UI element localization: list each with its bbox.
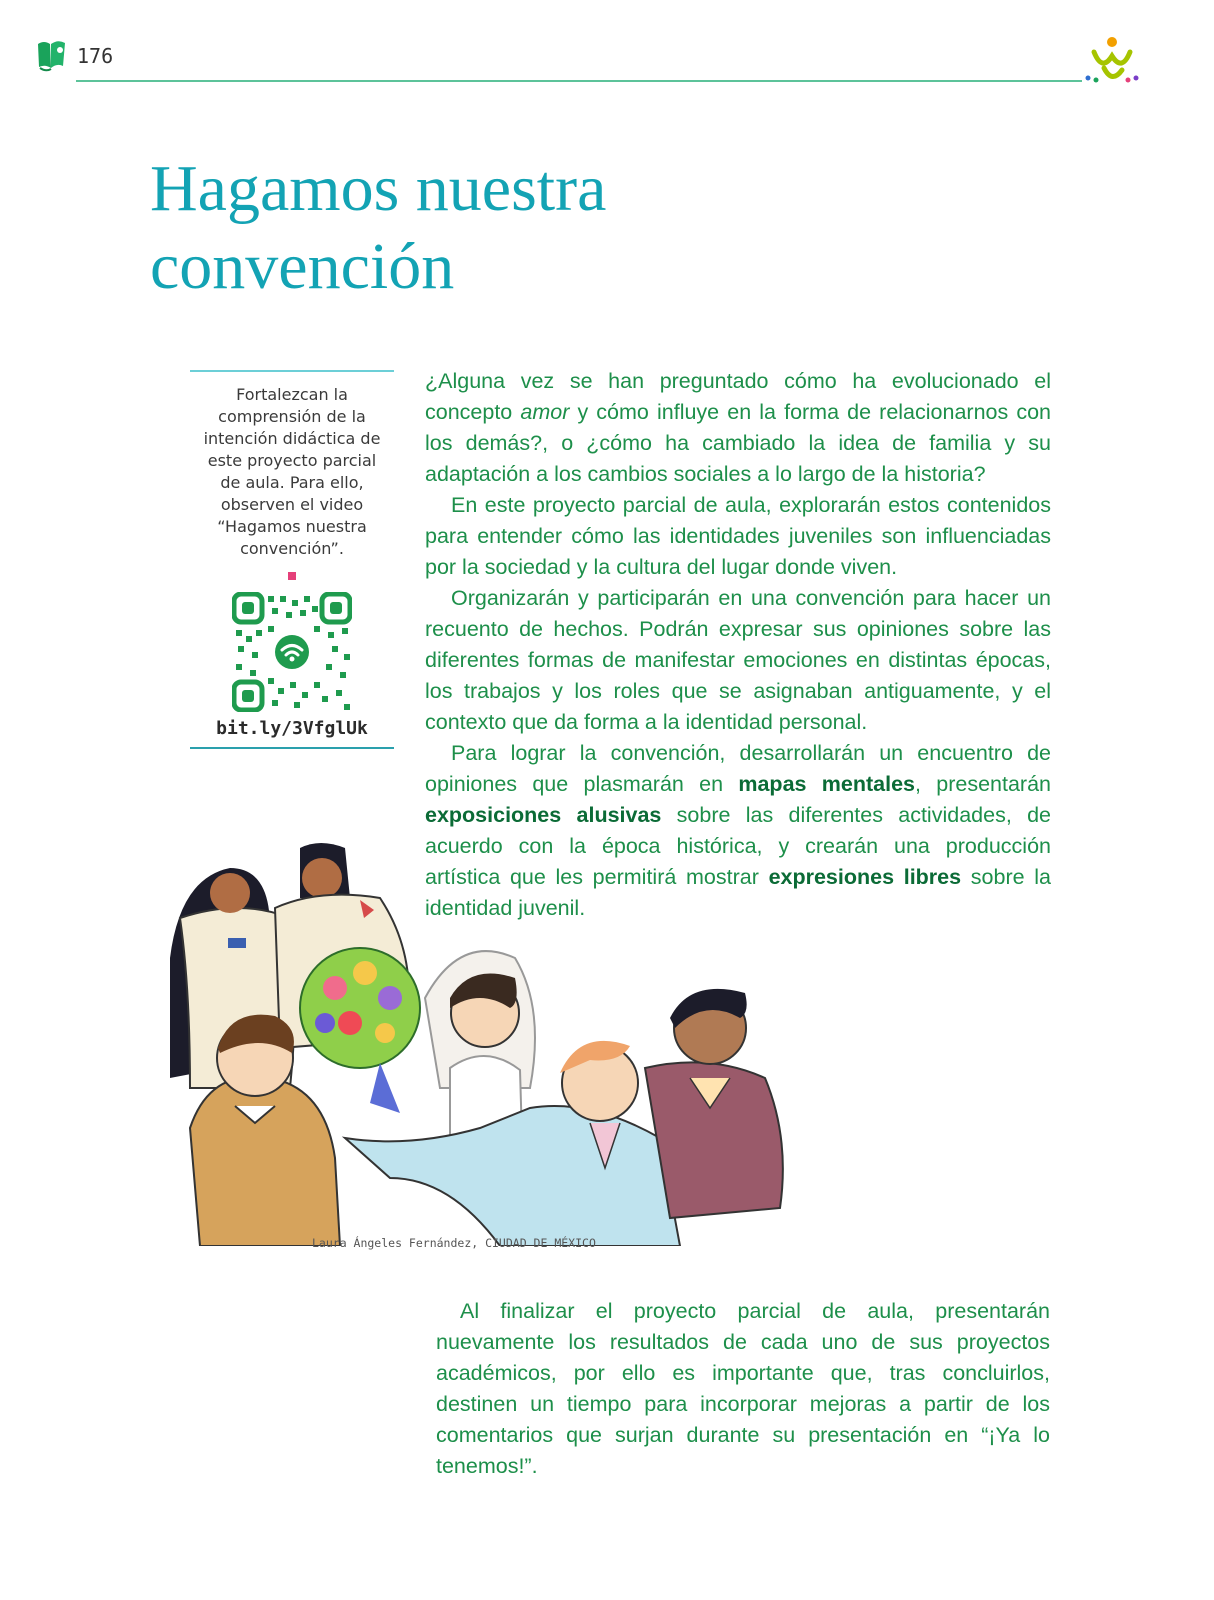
keyword-exposiciones: exposiciones alusivas (425, 803, 662, 827)
colorful-figure-icon (1082, 32, 1142, 88)
page-title: Hagamos nuestra convención (150, 152, 607, 303)
paragraph-4: Para lograr la convención, desarrollarán un encuentro de opiniones que plasmarán en mapas mentales, presentarán exposiciones alusivas sobre las diferentes actividades, de acuerdo con la época histórica, y crearán una producción artística que les permitirá mostrar expresiones libres sobre la identidad juvenil. (425, 741, 1051, 920)
page-number: 176 (77, 44, 114, 68)
sidebar-text: Fortalezcan la comprensión de la intención didáctica de este proyecto parcial de aula. Para ello, observen el video “Hagamos nuestra convención”. (203, 385, 381, 558)
people-illustration (150, 838, 800, 1246)
video-link[interactable]: bit.ly/3VfglUk (216, 718, 368, 739)
emphasis-amor: amor (520, 400, 570, 424)
sidebar-video-box (190, 370, 394, 749)
man-striped-shirt-figure (645, 989, 783, 1218)
paragraph-3: Organizarán y participarán en una convención para hacer un recuento de hechos. Podrán expresar sus opiniones sobre las diferentes formas de manifestar emociones en distintas épocas, los trabajos y los roles que se asignaban antiguamente, y el contexto que da forma a la identidad personal. (425, 586, 1051, 734)
illustration-credit: Laura Ángeles Fernández, CIUDAD DE MÉXICO (312, 1236, 596, 1250)
qr-code-icon[interactable] (232, 592, 352, 712)
keyword-expresiones-libres: expresiones libres (768, 865, 962, 889)
sidebar-top-rule (190, 370, 394, 372)
sidebar-bottom-rule (190, 747, 394, 749)
header-rule (76, 80, 1082, 82)
keyword-mapas-mentales: mapas mentales (738, 772, 915, 796)
paragraph-1: ¿Alguna vez se han preguntado cómo ha evolucionado el concepto amor y cómo influye en la forma de relacionarnos con los demás?, o ¿cómo ha cambiado la idea de familia y su adaptación a los cambios sociales a lo largo de la historia? (425, 369, 1052, 486)
closing-paragraph: Al finalizar el proyecto parcial de aula, presentarán nuevamente los resultados de cada uno de sus proyectos académicos, por ello es importante que, tras concluirlos, destinen un tiempo para incorporar mejoras a partir de los comentarios que surjan durante su presentación en “¡Ya lo tenemos!”. (436, 1299, 1050, 1478)
pink-marker (288, 572, 296, 580)
paragraph-2: En este proyecto parcial de aula, explorarán estos contenidos para entender cómo las identidades juveniles son influenciadas por la sociedad y la cultura del lugar donde viven. (425, 493, 1051, 579)
bouquet-flowers (300, 948, 420, 1113)
green-book-icon (34, 38, 68, 74)
bride-figure (425, 951, 535, 1138)
